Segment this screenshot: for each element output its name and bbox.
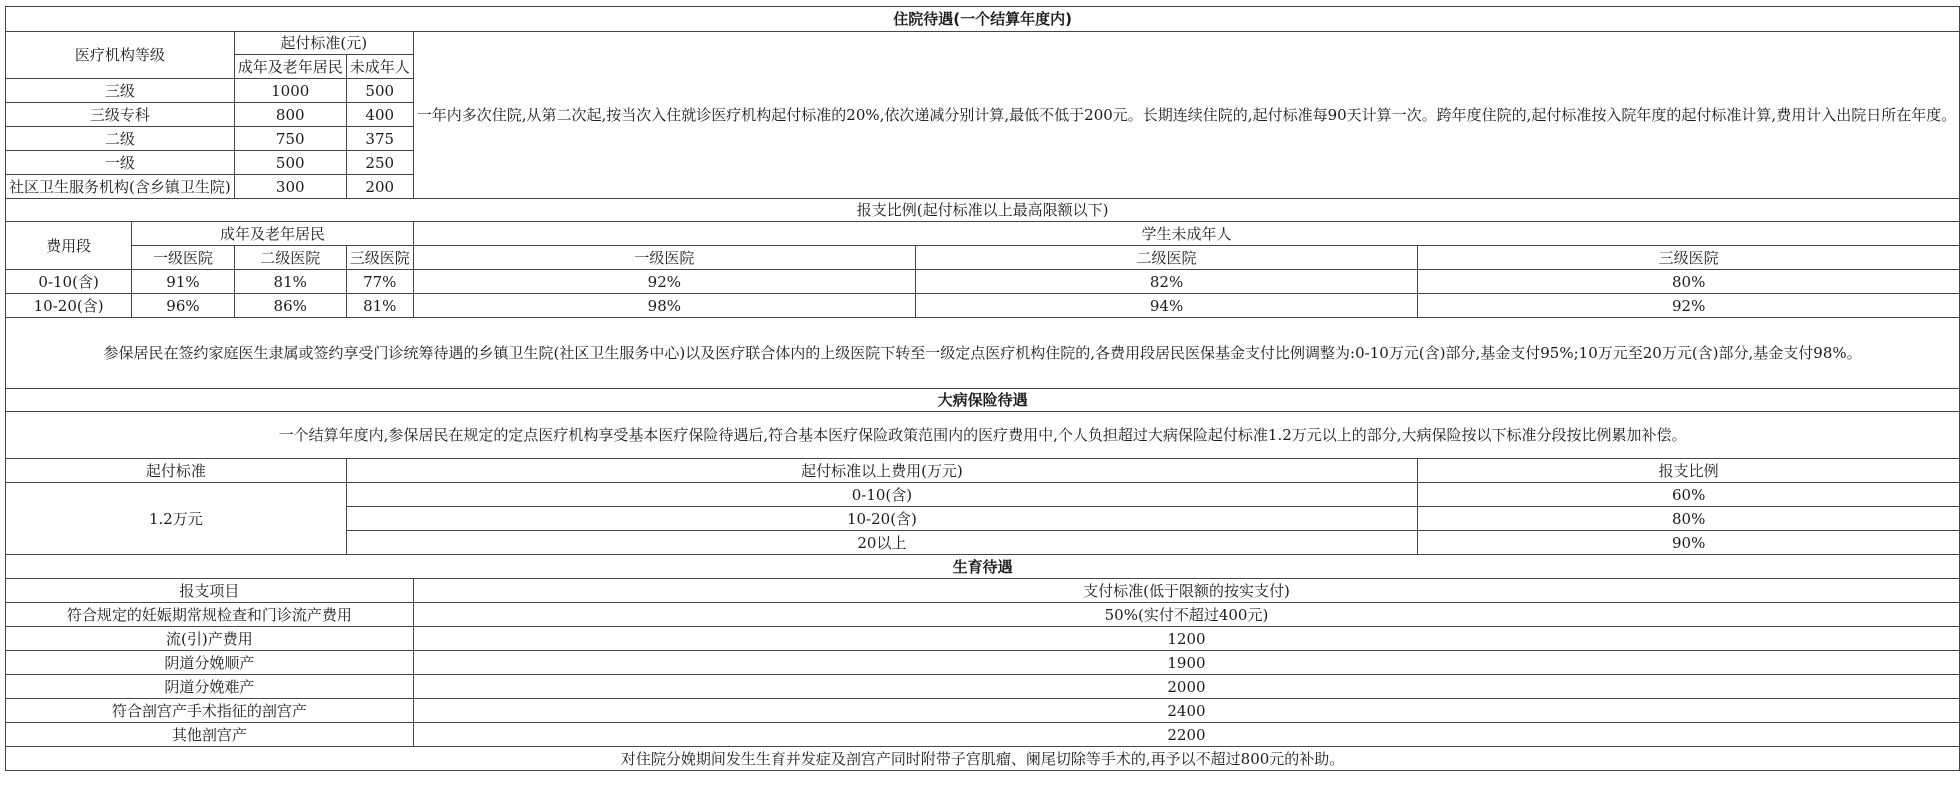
maternity-item: 阴道分娩难产: [6, 675, 414, 699]
ratio-cell: 81%: [346, 294, 413, 318]
level-cell: 社区卫生服务机构(含乡镇卫生院): [6, 175, 235, 199]
critical-illness-title: 大病保险待遇: [6, 389, 1960, 412]
adult-deductible: 800: [234, 103, 346, 127]
ratio-cell: 60%: [1418, 483, 1960, 507]
maternity-item: 流(引)产费用: [6, 627, 414, 651]
col-item-header: 报支项目: [6, 579, 414, 603]
segment-cell: 10-20(含): [6, 294, 132, 318]
sub-header: 一级医院: [132, 246, 234, 270]
maternity-item: 符合规定的妊娠期常规检查和门诊流产费用: [6, 603, 414, 627]
level-cell: 二级: [6, 127, 235, 151]
ratio-cell: 92%: [1418, 294, 1960, 318]
maternity-title: 生育待遇: [6, 555, 1960, 579]
reimbursement-note: 参保居民在签约家庭医生隶属或签约享受门诊统筹待遇的乡镇卫生院(社区卫生服务中心)以及医疗联合体内的上级医院下转至一级定点医疗机构住院的,各费用段居民医保基金支付比例调整为:0-10万元(含)部分,基金支付95%;10万元至20万元(含)部分,基金支付98%。: [6, 318, 1960, 389]
deductible-header: 起付标准(元): [234, 32, 413, 55]
level-cell: 三级: [6, 79, 235, 103]
ratio-cell: 94%: [915, 294, 1417, 318]
institution-level-header: 医疗机构等级: [6, 32, 235, 79]
hospital-title: 住院待遇(一个结算年度内): [6, 7, 1960, 32]
cost-range-cell: 20以上: [346, 531, 1417, 555]
sub-header: 二级医院: [234, 246, 346, 270]
level-cell: 三级专科: [6, 103, 235, 127]
col-cost-header: 起付标准以上费用(万元): [346, 459, 1417, 483]
reimbursement-title: 报支比例(起付标准以上最高限额以下): [6, 199, 1960, 222]
segment-header: 费用段: [6, 222, 132, 270]
maternity-footer: 对住院分娩期间发生生育并发症及剖宫产同时附带子宫肌瘤、阑尾切除等手术的,再予以不超过800元的补助。: [6, 747, 1960, 771]
cost-range-cell: 10-20(含): [346, 507, 1417, 531]
minor-deductible: 375: [346, 127, 413, 151]
minor-deductible: 500: [346, 79, 413, 103]
minor-deductible: 200: [346, 175, 413, 199]
ratio-cell: 80%: [1418, 270, 1960, 294]
ratio-cell: 82%: [915, 270, 1417, 294]
segment-cell: 0-10(含): [6, 270, 132, 294]
col-standard-header: 支付标准(低于限额的按实支付): [413, 579, 1959, 603]
adult-deductible: 750: [234, 127, 346, 151]
sub-header: 二级医院: [915, 246, 1417, 270]
maternity-item: 符合剖宫产手术指征的剖宫产: [6, 699, 414, 723]
sub-header: 一级医院: [413, 246, 915, 270]
minor-deductible: 400: [346, 103, 413, 127]
adult-deductible: 1000: [234, 79, 346, 103]
maternity-standard: 50%(实付不超过400元): [413, 603, 1959, 627]
adult-deductible: 300: [234, 175, 346, 199]
critical-illness-description: 一个结算年度内,参保居民在规定的定点医疗机构享受基本医疗保险待遇后,符合基本医疗保险政策范围内的医疗费用中,个人负担超过大病保险起付标准1.2万元以上的部分,大病保险按以下标准分段按比例累加补偿。: [6, 412, 1960, 459]
ratio-cell: 86%: [234, 294, 346, 318]
level-cell: 一级: [6, 151, 235, 175]
ratio-cell: 96%: [132, 294, 234, 318]
sub-header: 三级医院: [1418, 246, 1960, 270]
hospital-note: 一年内多次住院,从第二次起,按当次入住就诊医疗机构起付标准的20%,依次递减分别计算,最低不低于200元。长期连续住院的,起付标准每90天计算一次。跨年度住院的,起付标准按入院年度的起付标准计算,费用计入出院日所在年度。: [413, 32, 1959, 199]
col-minor-header: 未成年人: [346, 55, 413, 79]
maternity-standard: 2400: [413, 699, 1959, 723]
col-adult-header: 成年及老年居民: [234, 55, 346, 79]
ratio-cell: 81%: [234, 270, 346, 294]
maternity-item: 阴道分娩顺产: [6, 651, 414, 675]
maternity-standard: 1900: [413, 651, 1959, 675]
ratio-cell: 91%: [132, 270, 234, 294]
adult-deductible: 500: [234, 151, 346, 175]
group-student-header: 学生未成年人: [413, 222, 1959, 246]
benefits-table: [5, 6, 1960, 771]
ratio-cell: 77%: [346, 270, 413, 294]
group-adult-header: 成年及老年居民: [132, 222, 414, 246]
ratio-cell: 92%: [413, 270, 915, 294]
deductible-value: 1.2万元: [6, 483, 347, 555]
maternity-standard: 2200: [413, 723, 1959, 747]
maternity-item: 其他剖宫产: [6, 723, 414, 747]
ratio-cell: 90%: [1418, 531, 1960, 555]
ratio-cell: 80%: [1418, 507, 1960, 531]
minor-deductible: 250: [346, 151, 413, 175]
sub-header: 三级医院: [346, 246, 413, 270]
maternity-standard: 2000: [413, 675, 1959, 699]
maternity-standard: 1200: [413, 627, 1959, 651]
cost-range-cell: 0-10(含): [346, 483, 1417, 507]
col-ratio-header: 报支比例: [1418, 459, 1960, 483]
ratio-cell: 98%: [413, 294, 915, 318]
col-deductible-header: 起付标准: [6, 459, 347, 483]
